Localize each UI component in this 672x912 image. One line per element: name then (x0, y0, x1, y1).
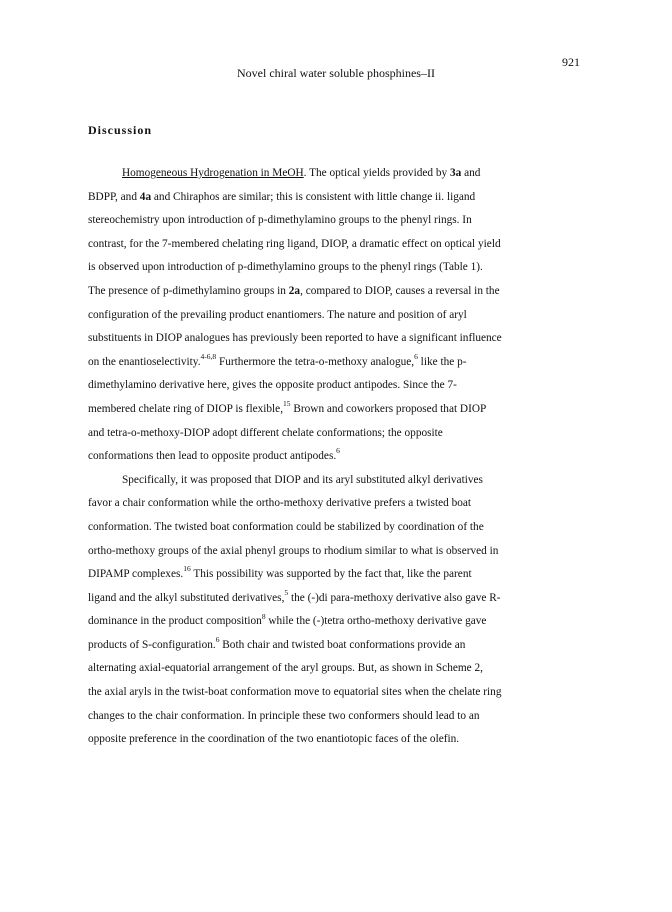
citation: 15 (283, 399, 291, 409)
text-line (88, 351, 588, 375)
text-run: , compared to DIOP, causes a reversal in the (300, 284, 500, 297)
text-run: The presence of p-dimethylamino groups in (88, 284, 289, 297)
text-run: DIPAMP complexes. (88, 568, 184, 581)
text-line (88, 610, 588, 634)
text-line (88, 398, 588, 422)
text-line: is observed upon introduction of p-dimethylamino groups to the phenyl rings (Table 1). (88, 261, 483, 274)
text-line: alternating axial-equatorial arrangement of the aryl groups. But, as shown in Scheme 2, (88, 662, 483, 675)
text-run: and Chiraphos are similar; this is consistent with little change ii. ligand (151, 190, 476, 203)
compound-label: 4a (139, 190, 152, 203)
compound-label: 2a (288, 284, 301, 297)
paragraph-subheading: Homogeneous Hydrogenation in MeOH (122, 167, 304, 179)
text-run: . The optical yields provided by (303, 167, 450, 179)
citation: 6 (215, 635, 220, 645)
text-run: dominance in the product composition (88, 615, 262, 628)
citation: 16 (183, 564, 191, 574)
compound-label: 3a (449, 167, 462, 179)
text-line (88, 445, 588, 469)
text-line: conformation. The twisted boat conformation could be stabilized by coordination of the (88, 520, 484, 533)
text-line (88, 162, 588, 186)
text-line: Specifically, it was proposed that DIOP and its aryl substituted alkyl derivatives (122, 473, 483, 486)
text-line: substituents in DIOP analogues has previously been reported to have a significant influence (88, 332, 502, 345)
running-head: Novel chiral water soluble phosphines–II (237, 66, 435, 80)
section-heading: Discussion (88, 123, 153, 137)
citation: 4-6,8 (200, 351, 217, 361)
text-run: Brown and coworkers proposed that DIOP (290, 402, 487, 415)
text-run: Furthermore the tetra-o-methoxy analogue, (216, 355, 415, 368)
text-line: dimethylamino derivative here, gives the opposite product antipodes. Since the 7- (88, 379, 457, 392)
text-run: and (461, 167, 481, 179)
text-line: changes to the chair conformation. In principle these two conformers should lead to an (88, 709, 480, 722)
text-run: BDPP, and (88, 190, 140, 203)
citation: 5 (284, 587, 289, 597)
text-line (88, 280, 588, 304)
text-line: and tetra-o-methoxy-DIOP adopt different chelate conformations; the opposite (88, 426, 443, 439)
text-run: This possibility was supported by the fact that, like the parent (190, 568, 472, 581)
text-run: Both chair and twisted boat conformations provide an (219, 638, 466, 651)
text-line (88, 634, 588, 658)
text-run: products of S-configuration. (88, 638, 216, 651)
text-run: ligand and the alkyl substituted derivatives, (88, 591, 285, 604)
citation: 6 (414, 351, 418, 361)
citation: 8 (261, 611, 266, 621)
text-line: the axial aryls in the twist-boat conformation move to equatorial sites when the chelate ring (88, 686, 502, 699)
text-line: opposite preference in the coordination of the two enantiotopic faces of the olefin. (88, 733, 460, 746)
body-text (88, 162, 588, 752)
text-run: on the enantioselectivity. (88, 355, 201, 368)
page-number: 921 (562, 55, 580, 69)
text-run: membered chelate ring of DIOP is flexible, (88, 402, 284, 415)
text-line: stereochemistry upon introduction of p-dimethylamino groups to the phenyl rings. In (88, 214, 472, 227)
text-run: like the p- (417, 355, 467, 368)
text-line (88, 563, 588, 587)
text-line: favor a chair conformation while the ortho-methoxy derivative prefers a twisted boat (88, 497, 472, 510)
citation: 6 (336, 446, 340, 456)
text-run: conformations then lead to opposite product antipodes. (88, 450, 337, 463)
text-run: while the (-)tetra ortho-methoxy derivative gave (265, 615, 487, 628)
text-run: the (-)di para-methoxy derivative also gave R- (288, 591, 501, 604)
text-line: configuration of the prevailing product enantiomers. The nature and position of aryl (88, 308, 467, 321)
text-line: contrast, for the 7-membered chelating ring ligand, DIOP, a dramatic effect on optical yield (88, 237, 501, 250)
text-line (88, 186, 588, 210)
text-line: ortho-methoxy groups of the axial phenyl groups to rhodium similar to what is observed in (88, 544, 499, 557)
text-line (88, 587, 588, 611)
